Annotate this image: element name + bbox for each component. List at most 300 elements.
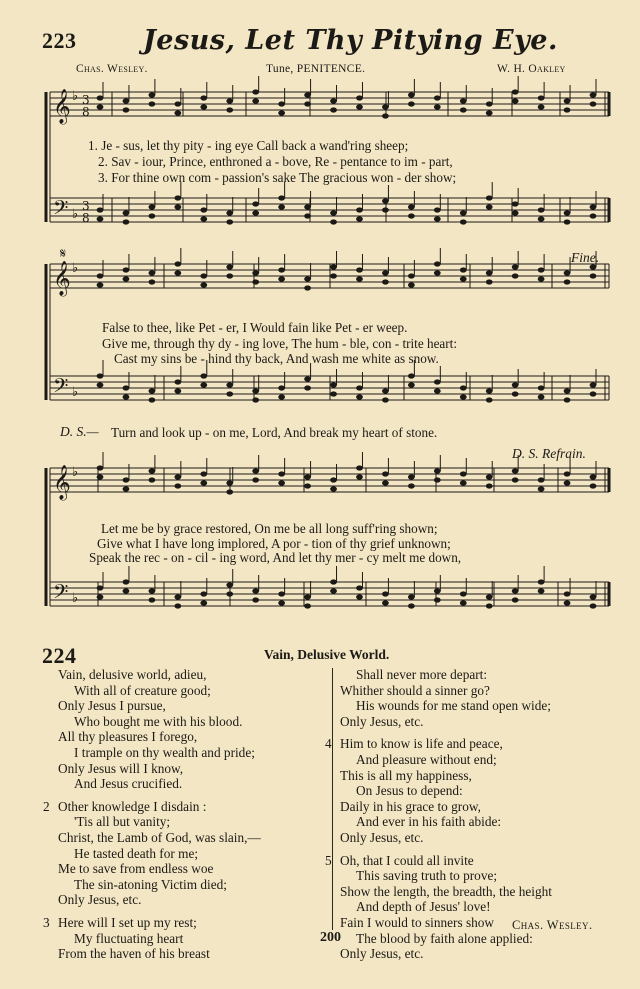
poem-line: This saving truth to prove; [356,868,498,884]
note-head [434,216,441,221]
note-head [174,483,181,488]
note-head [408,474,415,479]
note-head [382,480,389,485]
note-head [434,388,441,393]
poem-line: Who bought me with his blood. [74,713,243,729]
note-head [148,204,155,209]
note-head [226,382,233,387]
note-head [200,480,207,485]
note-head [434,207,441,212]
note-head [512,273,519,278]
note-head [252,201,259,206]
stanza-number: 3 [43,914,50,930]
poem-line: Show the length, the breadth, the height [340,883,552,899]
note-head [356,207,363,212]
note-head [486,110,493,115]
poem-line: Only Jesus, etc. [340,829,424,845]
note-head [278,480,285,485]
note-head [382,270,389,275]
note-head [278,267,285,272]
treble-clef: 𝄞 [53,465,71,500]
note-head [538,267,545,272]
poem-line: And ever in his faith abide: [356,814,502,830]
note-head [564,397,571,402]
note-head [226,391,233,396]
note-head [97,273,104,278]
note-head [97,216,104,221]
fine-mark: Fine. [571,250,600,265]
note-head [123,210,130,215]
note-head [382,113,389,118]
note-head [123,385,130,390]
note-head [590,382,597,387]
note-head [512,210,519,215]
note-head [356,585,363,590]
note-head [148,270,155,275]
note-head [330,588,337,593]
note-head [97,373,104,378]
note-head [304,483,311,488]
hymn-number-223: 223 [42,28,77,53]
note-head [330,273,337,278]
note-head [590,391,597,396]
note-head [123,486,130,491]
note-head [226,219,233,224]
note-head [148,101,155,106]
note-head [590,273,597,278]
note-head [512,264,519,269]
note-head [356,594,363,599]
note-head [486,483,493,488]
note-head [200,373,207,378]
note-head [564,270,571,275]
poem-line: All thy pleasures I forego, [58,729,198,745]
hymn-223-author: Chas. Wesley. [76,63,148,75]
note-head [564,591,571,596]
note-head [252,388,259,393]
treble-clef: 𝄞 [53,89,71,124]
note-head [356,95,363,100]
note-head [252,468,259,473]
note-head [408,273,415,278]
time-sig: 8 [82,211,90,225]
note-head [174,270,181,275]
note-head [538,385,545,390]
ds-text: D. S. [60,424,87,439]
note-head [460,210,467,215]
note-head [226,264,233,269]
note-head [382,279,389,284]
poem-line: Shall never more depart: [356,667,488,682]
note-head [330,579,337,584]
note-head [590,603,597,608]
note-head [252,597,259,602]
note-head [304,213,311,218]
poem-line: I trample on thy wealth and pride; [74,744,255,760]
bass-clef: 𝄢 [53,580,69,608]
bass-clef: 𝄢 [53,374,69,402]
note-head [304,101,311,106]
poem-line: This is all my happiness, [340,767,472,783]
poem-line: He tasted death for me; [74,845,199,861]
poem-line: The blood by faith alone applied: [356,930,533,946]
note-head [486,101,493,106]
note-head [590,594,597,599]
ds-dash: — [86,424,99,439]
lyric-s2-v2: Give me, through thy dy - ing love, The hum - ble, con - trite heart: [102,336,457,351]
poem-line: Only Jesus I pursue, [58,698,166,714]
note-head [174,101,181,106]
note-head [408,483,415,488]
note-head [512,597,519,602]
note-head [486,474,493,479]
stanza-number: 5 [325,852,332,868]
note-head [330,477,337,482]
note-head [460,276,467,281]
note-head [97,474,104,479]
note-head [590,474,597,479]
stanza [340,667,552,729]
note-head [382,591,389,596]
note-head [148,92,155,97]
poem-line: And pleasure without end; [356,751,497,767]
hymn-title-223: Jesus, Let Thy Pitying Eye. [143,25,558,56]
note-head [123,477,130,482]
note-head [564,480,571,485]
note-head [486,270,493,275]
poem-line: Only Jesus, etc. [340,713,424,729]
note-head [226,107,233,112]
note-head [252,270,259,275]
note-head [200,591,207,596]
poem-line: From the haven of his breast [58,946,210,962]
poem-line: Vain, delusive world, adieu, [58,667,207,682]
note-head [174,474,181,479]
poem-line: Only Jesus, etc. [340,946,424,962]
note-head [538,486,545,491]
lyric-ds-line: Turn and look up - on me, Lord, And break my heart of stone. [111,425,438,440]
stanza [43,798,261,908]
note-head [148,468,155,473]
note-head [148,279,155,284]
note-head [538,579,545,584]
note-head [148,477,155,482]
note-head [512,89,519,94]
poem-line: Me to save from endless woe [58,861,214,877]
note-head [330,98,337,103]
poem-line: Oh, that I could all invite [340,852,474,868]
note-head [356,385,363,390]
note-head [304,376,311,381]
note-head [460,107,467,112]
note-head [278,471,285,476]
note-head [564,98,571,103]
stanza [325,736,552,845]
note-head [382,471,389,476]
note-head [590,92,597,97]
note-head [148,588,155,593]
note-head [330,382,337,387]
note-head [486,279,493,284]
note-head [200,216,207,221]
note-head [590,101,597,106]
note-head [382,397,389,402]
note-head [382,207,389,212]
note-head [304,92,311,97]
poem-line: Here will I set up my rest; [58,914,197,930]
note-head [226,273,233,278]
note-head [278,276,285,281]
lyric-s3-v2: Give what I have long implored, A por - tion of thy grief unknown; [97,536,451,551]
note-head [356,276,363,281]
note-head [148,388,155,393]
note-head [252,477,259,482]
note-head [460,98,467,103]
note-head [460,267,467,272]
lyric-s3-v3: Speak the rec - on - cil - ing word, And let thy mer - cy melt me down, [89,550,462,565]
note-head [538,394,545,399]
note-head [564,219,571,224]
note-head [123,219,130,224]
note-head [304,385,311,390]
poem-line: The sin-atoning Victim died; [74,876,227,892]
note-head [356,216,363,221]
poem-line: With all of creature good; [74,682,211,698]
note-head [434,468,441,473]
lyric-s1-v3: 3. For thine own com - passion's sake The gracious won - der show; [98,170,457,185]
note-head [590,483,597,488]
note-head [174,195,181,200]
note-head [252,588,259,593]
lyric-s1-v2: 2. Sav - iour, Prince, enthroned a - bove, Re - pentance to im - part, [98,154,453,169]
ds-refrain-mark: D. S. Refrain. [512,446,586,461]
note-head [538,588,545,593]
note-head [123,588,130,593]
note-head [356,394,363,399]
note-head [226,210,233,215]
note-head [538,95,545,100]
note-head [486,594,493,599]
note-head [434,270,441,275]
note-head [304,276,311,281]
note-head [512,391,519,396]
note-head [278,204,285,209]
note-head [590,213,597,218]
note-head [200,471,207,476]
note-head [564,279,571,284]
stanza-number: 4 [325,736,332,752]
note-head [252,89,259,94]
note-head [252,98,259,103]
poem-line: His wounds for me stand open wide; [356,698,551,714]
column-divider [332,668,333,930]
note-head [226,582,233,587]
note-head [538,477,545,482]
note-head [434,477,441,482]
note-head [304,285,311,290]
note-head [200,207,207,212]
note-head [200,95,207,100]
time-sig: 3 [82,199,90,213]
note-head [564,107,571,112]
note-head [486,397,493,402]
note-head [278,195,285,200]
note-head [460,394,467,399]
note-head [408,373,415,378]
note-head [278,101,285,106]
note-head [330,391,337,396]
ds-label [60,424,99,440]
hymn-223-tune: Tune, PENITENCE. [266,63,366,75]
poem-line: Whither should a sinner go? [340,682,490,698]
note-head [304,594,311,599]
note-head [512,477,519,482]
poem-line: My fluctuating heart [74,930,184,946]
note-head [278,385,285,390]
note-head [538,207,545,212]
note-head [382,198,389,203]
note-head [278,591,285,596]
note-head [123,579,130,584]
note-head [486,388,493,393]
note-head [226,98,233,103]
poem-left-column [43,667,261,962]
hymn-224-author: Chas. Wesley. [512,918,593,932]
poem-line: Only Jesus will I know, [58,760,184,776]
note-head [252,397,259,402]
poem-line: Only Jesus, etc. [58,892,142,908]
lyric-s3-v1: Let me be by grace restored, On me be all long suff'ring shown; [101,521,438,536]
stanza [43,914,261,962]
note-head [564,600,571,605]
note-head [123,394,130,399]
lyric-s1-v1: 1. Je - sus, let thy pity - ing eye Call back a wand'ring sheep; [88,138,409,153]
note-head [538,216,545,221]
note-head [356,465,363,470]
note-head [174,379,181,384]
note-head [330,210,337,215]
note-head [148,213,155,218]
note-head [564,471,571,476]
poem-line: Other knowledge I disdain : [58,798,207,814]
note-head [278,600,285,605]
note-head [200,273,207,278]
note-head [252,279,259,284]
poem-line: Him to know is life and peace, [340,736,503,752]
note-head [486,603,493,608]
note-head [434,261,441,266]
note-head [460,600,467,605]
note-head [304,603,311,608]
note-head [512,201,519,206]
note-head [460,591,467,596]
note-head [330,264,337,269]
note-head [590,204,597,209]
note-head [408,282,415,287]
hymn-number-224: 224 [42,643,77,668]
note-head [200,282,207,287]
note-head [226,480,233,485]
note-head [97,95,104,100]
note-head [174,388,181,393]
hymn-title-224: Vain, Delusive World. [264,647,390,662]
note-head [226,489,233,494]
lyric-s2-v3: Cast my sins be - hind thy back, And wash me white as snow. [114,351,439,366]
note-head [408,382,415,387]
stanza [58,667,261,792]
note-head [97,104,104,109]
note-head [434,379,441,384]
poem-line: Daily in his grace to grow, [340,798,481,814]
key-flat: ♭ [72,385,79,400]
note-head [123,107,130,112]
note-head [408,92,415,97]
key-flat: ♭ [72,261,79,276]
key-flat: ♭ [72,591,79,606]
note-head [564,210,571,215]
key-flat: ♭ [72,207,79,222]
poem-line: Fain I would to sinners show [340,914,495,930]
note-head [226,591,233,596]
note-head [460,385,467,390]
note-head [356,104,363,109]
note-head [382,600,389,605]
note-head [382,388,389,393]
note-head [408,213,415,218]
note-head [408,594,415,599]
note-head [278,394,285,399]
lyric-s2-v1: False to thee, like Pet - er, I Would fain like Pet - er weep. [102,320,408,335]
hymn-223-composer: W. H. Oakley [497,63,566,75]
note-head [512,468,519,473]
note-head [148,597,155,602]
page-number: 200 [320,930,341,945]
note-head [460,219,467,224]
note-head [174,594,181,599]
note-head [97,585,104,590]
note-head [148,397,155,402]
note-head [200,104,207,109]
note-head [252,210,259,215]
note-head [460,480,467,485]
note-head [356,267,363,272]
note-head [97,282,104,287]
note-head [123,98,130,103]
note-head [330,107,337,112]
note-head [434,597,441,602]
poem-line: Christ, the Lamb of God, was slain,— [58,829,261,845]
time-sig: 8 [82,105,90,119]
stanza-number: 2 [43,798,50,814]
note-head [512,98,519,103]
note-head [486,195,493,200]
note-head [97,594,104,599]
treble-clef: 𝄞 [53,261,71,296]
time-sig: 3 [82,93,90,107]
note-head [460,471,467,476]
note-head [174,261,181,266]
note-head [382,104,389,109]
note-head [278,110,285,115]
note-head [123,276,130,281]
note-head [408,603,415,608]
poem-line: And depth of Jesus' love! [356,899,491,915]
note-head [123,267,130,272]
note-head [512,382,519,387]
note-head [330,486,337,491]
note-head [408,204,415,209]
note-head [97,465,104,470]
